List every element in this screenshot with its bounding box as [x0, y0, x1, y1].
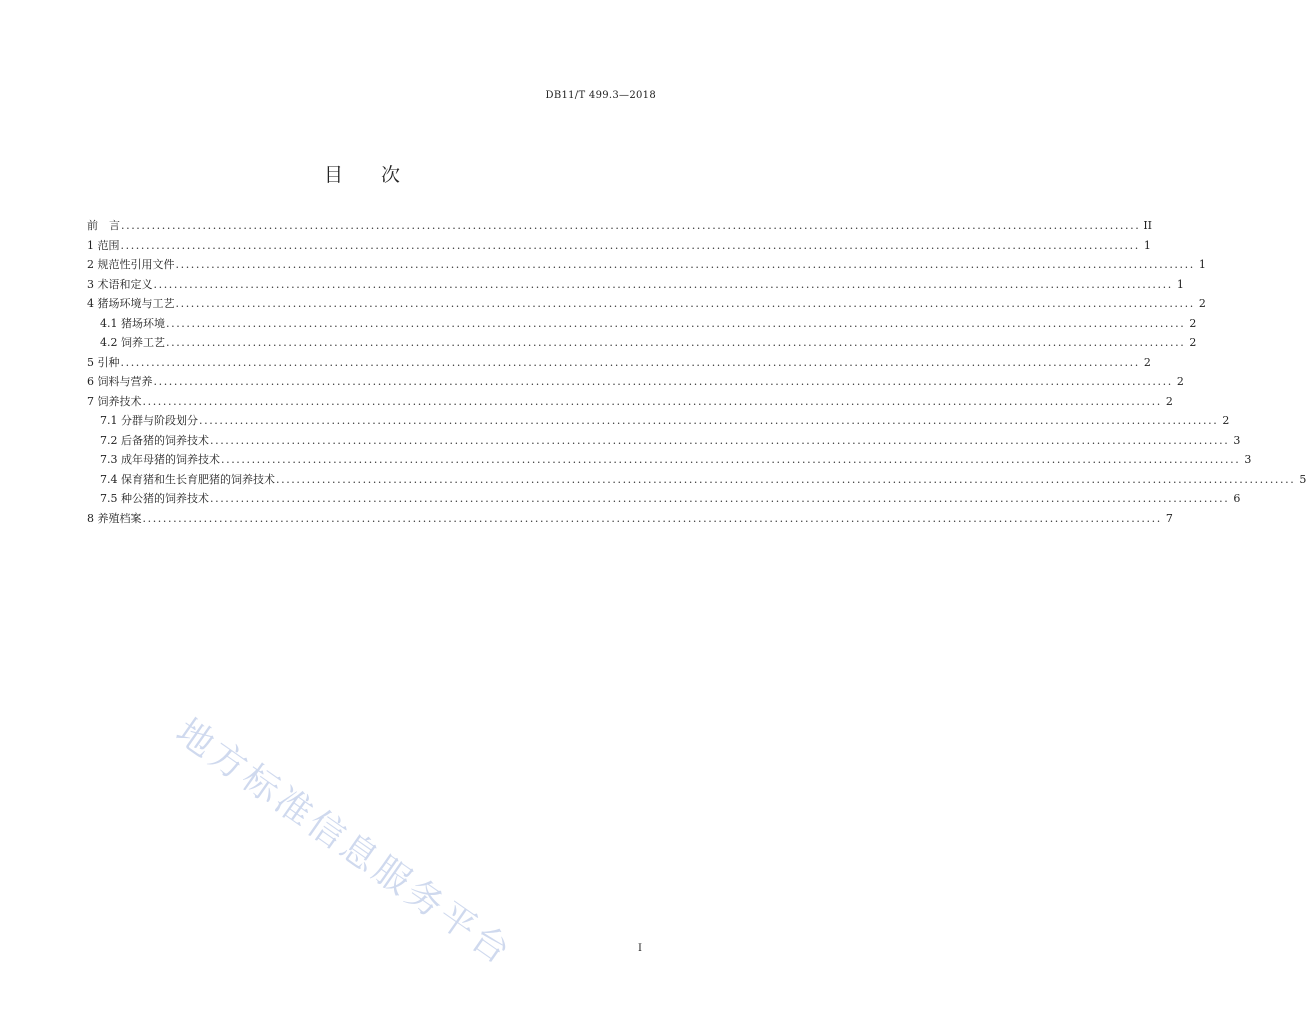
toc-entry-page: 2 [1222, 414, 1230, 427]
toc-entry[interactable] [87, 490, 1241, 510]
toc-dot-leader: ........................................................................................................................................................................................................ [175, 297, 1195, 310]
title-char-2: 次 [381, 164, 401, 186]
toc-entry-label: 3 术语和定义 [87, 277, 153, 291]
page-number: I [638, 943, 642, 954]
toc-entry-page: 2 [1189, 336, 1197, 349]
toc-dot-leader: ........................................................................................................................................................................................................ [153, 375, 1173, 388]
toc-entry-page: 2 [1189, 316, 1197, 330]
toc-entry-page: 2 [1143, 355, 1151, 369]
toc-entry[interactable] [87, 334, 1197, 354]
toc-entry-label: 7.4 保育猪和生长育肥猪的饲养技术 [100, 472, 275, 486]
toc-entry[interactable] [87, 373, 1184, 393]
toc-dot-leader: ........................................................................................................................................................................................................ [142, 394, 1162, 408]
toc-dot-leader: ........................................................................................................................................................................................................ [210, 492, 1230, 505]
toc-dot-leader: ........................................................................................................................................................................................................ [120, 355, 1140, 369]
toc-dot-leader: ........................................................................................................................................................................................................ [166, 336, 1186, 349]
toc-entry-label: 7.5 种公猪的饲养技术 [100, 492, 209, 505]
table-of-contents [87, 217, 1306, 529]
toc-entry-page: 7 [1165, 511, 1173, 525]
toc-entry-label: 4 猪场环境与工艺 [87, 297, 175, 310]
toc-entry-label: 7.3 成年母猪的饲养技术 [100, 453, 220, 466]
toc-entry[interactable] [87, 315, 1197, 335]
toc-entry-label: 7.2 后备猪的饲养技术 [100, 433, 209, 447]
toc-dot-leader: ........................................................................................................................................................................................................ [120, 238, 1140, 252]
toc-entry-page: 2 [1176, 375, 1184, 388]
toc-entry-label: 5 引种 [87, 355, 120, 369]
toc-entry-page: 2 [1198, 297, 1206, 310]
toc-entry[interactable] [87, 217, 1153, 237]
toc-entry[interactable] [87, 471, 1306, 491]
toc-entry-page: 6 [1233, 492, 1241, 505]
toc-entry[interactable] [87, 393, 1173, 413]
toc-entry-page: 5 [1299, 472, 1306, 486]
toc-dot-leader: ........................................................................................................................................................................................................ [142, 511, 1162, 525]
toc-dot-leader: ........................................................................................................................................................................................................ [210, 433, 1230, 447]
toc-entry-label: 4.1 猪场环境 [100, 316, 165, 330]
toc-dot-leader: ........................................................................................................................................................................................................ [221, 453, 1241, 466]
toc-entry-page: 1 [1198, 258, 1206, 271]
toc-entry-label: 8 养殖档案 [87, 511, 142, 525]
toc-dot-leader: ........................................................................................................................................................................................................ [121, 219, 1141, 232]
toc-entry[interactable] [87, 237, 1151, 257]
toc-entry-label: 前 言 [87, 219, 120, 232]
toc-entry[interactable] [87, 432, 1241, 452]
toc-entry-label: 1 范围 [87, 238, 120, 252]
toc-entry-label: 7 饲养技术 [87, 394, 142, 408]
standard-code: DB11/T 499.3—2018 [545, 90, 656, 101]
toc-dot-leader: ........................................................................................................................................................................................................ [199, 414, 1219, 427]
toc-dot-leader: ........................................................................................................................................................................................................ [166, 316, 1186, 330]
toc-entry-label: 6 饲料与营养 [87, 375, 153, 388]
toc-entry[interactable] [87, 412, 1230, 432]
toc-entry-page: 1 [1176, 277, 1184, 291]
title-char-1: 目 [323, 164, 343, 186]
toc-entry[interactable] [87, 295, 1206, 315]
toc-entry-page: 1 [1143, 238, 1151, 252]
toc-entry-label: 4.2 饲养工艺 [100, 336, 165, 349]
toc-dot-leader: ........................................................................................................................................................................................................ [153, 277, 1173, 291]
toc-entry-page: 3 [1244, 453, 1252, 466]
toc-entry[interactable] [87, 510, 1173, 530]
page-title [0, 160, 724, 187]
toc-entry[interactable] [87, 354, 1151, 374]
toc-entry-label: 7.1 分群与阶段划分 [100, 414, 198, 427]
toc-entry-page: 2 [1165, 394, 1173, 408]
toc-dot-leader: ........................................................................................................................................................................................................ [276, 472, 1296, 486]
watermark: 地方标准信息服务平台 [168, 711, 520, 975]
toc-entry-page: II [1143, 219, 1153, 232]
toc-entry-label: 2 规范性引用文件 [87, 258, 175, 271]
toc-entry[interactable] [87, 256, 1206, 276]
toc-entry[interactable] [87, 451, 1252, 471]
toc-entry[interactable] [87, 276, 1184, 296]
toc-entry-page: 3 [1233, 433, 1241, 447]
toc-dot-leader: ........................................................................................................................................................................................................ [175, 258, 1195, 271]
